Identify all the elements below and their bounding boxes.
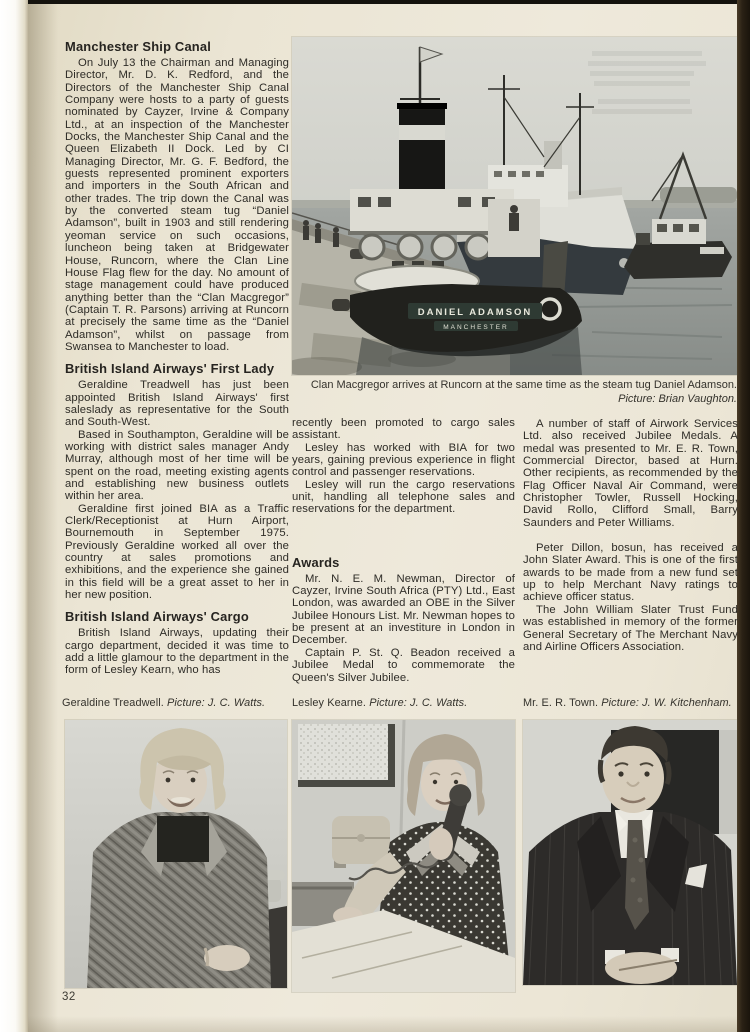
textured-window [298,724,395,787]
panel-edge [719,730,737,834]
article-paragraph: Lesley will run the cargo reservations unit, handling all telephone sales and reservations for the department. [292,478,515,516]
caption-name: Mr. E. R. Town. [523,697,599,709]
left-column [65,40,289,677]
lesley-portrait [292,720,515,992]
hand-holding-phone [429,828,453,860]
ship-canal-scene [292,37,737,375]
heading-manchester-ship-canal: Manchester Ship Canal [65,39,212,54]
article-paragraph: British Island Airways, updating their cargo department, decided it was time to add a little glamour to the department in the form of Lesley Kearn, who has [65,627,289,677]
scan-left-edge [0,0,28,1032]
photo-lesley-kearne [292,720,515,992]
town-portrait [523,720,737,985]
caption-geraldine [62,697,265,710]
right-column [523,418,738,653]
photo-mr-town [523,720,737,985]
tug-name-board: DANIEL ADAMSON [417,307,533,318]
page-number: 32 [62,991,76,1003]
heading-bia-cargo: British Island Airways' Cargo [65,609,249,625]
article-paragraph: Based in Southampton, Geraldine will be working with district sales manager Andy Murray, although most of her time will be spent on the road, meeting existing agents and establishing new business outlets within her area. [65,428,289,503]
geraldine-portrait [65,720,287,988]
photo-geraldine-treadwell [65,720,287,988]
caption-town [523,697,732,710]
article-paragraph: recently been promoted to cargo sales assistant. [292,417,515,442]
scan-right-edge [737,0,750,1032]
caption-credit: Picture: J. C. Watts. [369,697,468,709]
article-paragraph: A number of staff of Airwork Services Ltd. also received Jubilee Medals. A medal was presented to Mr. E. R. Town, Commercial Director, based at Hurn. Other recipients, as recommended by the Flag Officer Naval Air Command, were Christopher Towler, Russell Hocking, David Rollo, Clifford Small, Barry Saunders and Peter Williams. [523,418,738,529]
heading-bia-first-lady: British Island Airways' First Lady [65,361,275,377]
article-paragraph: Captain P. St. Q. Beadon received a Jubilee Medal to commemorate the Queen's Silver Jubilee. [292,646,515,684]
caption-name: Lesley Kearne. [292,697,367,709]
middle-column [292,417,515,684]
heading-awards: Awards [292,554,340,570]
main-caption-credit: Picture: Brian Vaughton. [618,393,737,405]
article-paragraph: The John William Slater Trust Fund was established in memory of the former General Secretary of The Merchant Navy and Airline Officers Association. [523,603,738,653]
hands [605,948,679,984]
main-photo-caption [292,378,737,406]
article-paragraph: Geraldine first joined BIA as a Traffic Clerk/Receptionist at Hurn Airport, Bournemouth in September 1975. Previously Geraldine worked all over the country at sales promotions and exhibitions, and the experience she gained in this field will be a great asset to her in her new position. [65,502,289,602]
caption-credit: Picture: J. C. Watts. [167,697,266,709]
main-photo-ship-canal [292,37,737,375]
article-paragraph: Peter Dillon, bosun, has received a John Slater Award. This is one of the first awards to be made from a new fund set up to help Merchant Navy ratings to achieve officer status. [523,542,738,604]
caption-lesley [292,697,467,710]
article-paragraph: On July 13 the Chairman and Managing Director, Mr. D. K. Redford, and the Directors of the Manchester Ship Canal Company were hosts to a party of guests nominated by Cayzer, Irvine & Company Ltd., at an inspection of the Manchester Docks, the Manchester Ship Canal and the Queen Elizabeth II Dock. Led by CI Managing Director, Mr. G. F. Bedford, the guests represented prominent exporters and importers in the South African and other trades. The trip down the Canal was by the converted steam tug “Daniel Adamson”, built in 1903 and still rendering yeoman service on such occasions, luncheon being taken at Bridgewater House, Runcorn, where the Clan Line House Flag flew for the day. No amount of stage management could have produced anything better than the “Clan Macgregor” (Captain T. R. Parsons) arriving at Runcorn at precisely the same time as the “Daniel Adamson”, whilst on passage from Swansea to Manchester to load. [65,57,289,353]
article-paragraph: Geraldine Treadwell has just been appointed British Island Airways' first saleslady as representative for the South and South-West. [65,379,289,429]
hands [204,945,250,971]
article-paragraph: Mr. N. E. M. Newman, Director of Cayzer, Irvine South Africa (PTY) Ltd., East London, was awarded an OBE in the Silver Jubilee Honours List. Mr. Newman hopes to be present at an investiture in London in December. [292,572,515,647]
caption-credit: Picture: J. W. Kitchenham. [601,697,732,709]
main-caption-line1: Clan Macgregor arrives at Runcorn at the same time as the steam tug Daniel Adamson. [310,379,737,391]
article-paragraph: Lesley has worked with BIA for two years, gaining previous experience in flight control and passenger reservations. [292,441,515,479]
turtleneck [157,816,209,862]
tug-port-board: MANCHESTER [443,324,509,331]
caption-name: Geraldine Treadwell. [62,697,164,709]
